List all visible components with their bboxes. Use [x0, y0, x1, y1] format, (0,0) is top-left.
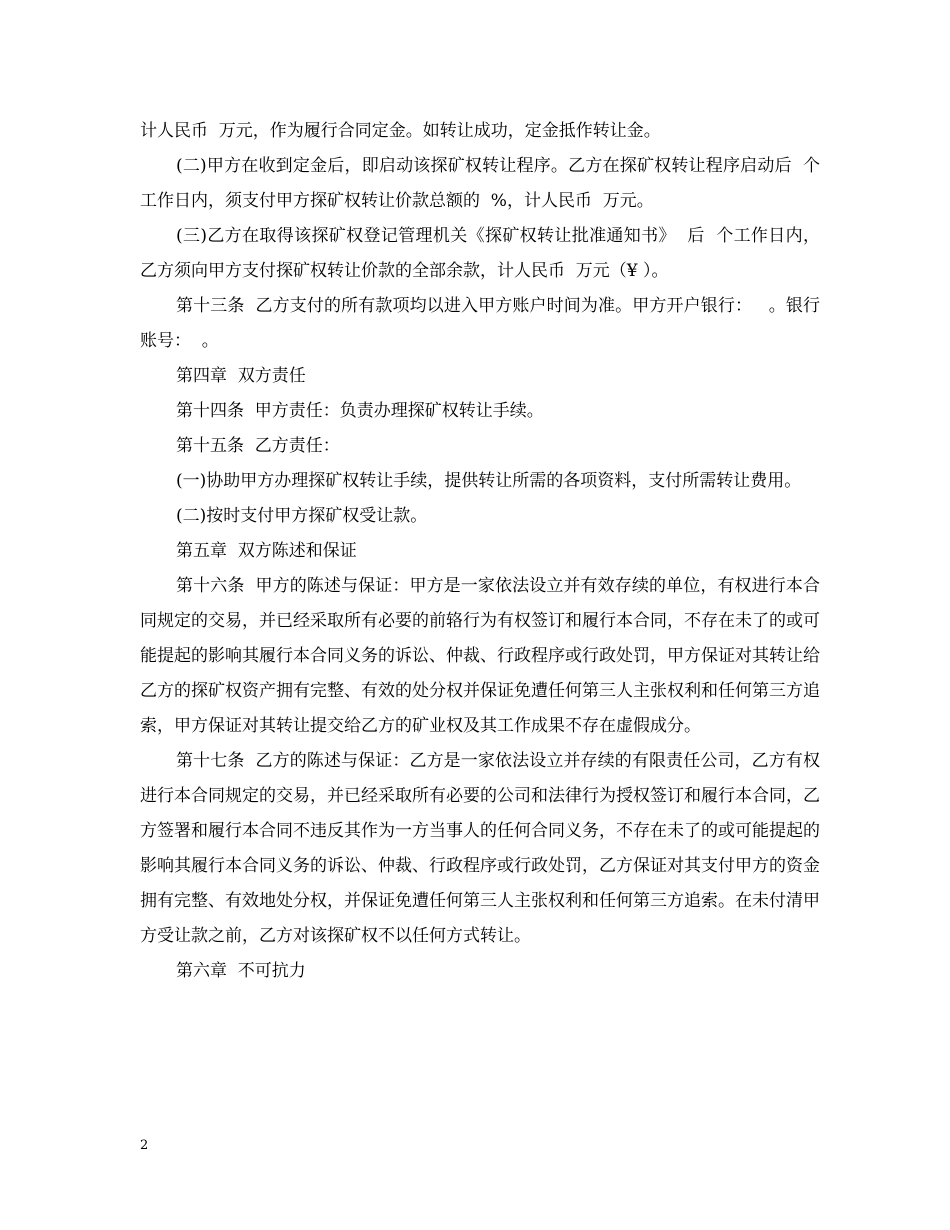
paragraph-item-3-balance-payment: (三)乙方在取得该探矿权登记管理机关《探矿权转让批准通知书》 后 个工作日内，乙方须向甲方支付探矿权转让价款的全部余款，计人民币 万元（¥ ）。 — [140, 226, 820, 281]
chapter-4-heading: 第四章 双方责任 — [176, 366, 306, 386]
chapter-6-heading: 第六章 不可抗力 — [176, 961, 306, 981]
paragraph-item-2-transfer-start: (二)甲方在收到定金后，即启动该探矿权转让程序。乙方在探矿权转让程序启动后 个工作日内，须支付甲方探矿权转让价款总额的 %，计人民币 万元。 — [140, 156, 820, 211]
paragraph-article-13: 第十三条 乙方支付的所有款项均以进入甲方账户时间为准。甲方开户银行： 。银行账号： 。 — [140, 296, 820, 351]
chapter-5-heading: 第五章 双方陈述和保证 — [176, 541, 357, 561]
paragraph-deposit-amount: 计人民币 万元，作为履行合同定金。如转让成功，定金抵作转让金。 — [140, 121, 661, 141]
page-number: 2 — [140, 1138, 149, 1153]
document-body — [140, 114, 820, 989]
paragraph-article-16: 第十六条 甲方的陈述与保证：甲方是一家依法设立并有效存续的单位，有权进行本合同规定的交易，并已经采取所有必要的前辂行为有权签订和履行本合同，不存在未了的或可能提起的影响其履行本合同义务的诉讼、仲裁、行政程序或行政处罚，甲方保证对其转让给乙方的探矿权资产拥有完整、有效的处分权并保证免遭任何第三人主张权利和任何第三方追索，甲方保证对其转让提交给乙方的矿业权及其工作成果不存在虚假成分。 — [140, 576, 820, 736]
paragraph-article-17: 第十七条 乙方的陈述与保证：乙方是一家依法设立并存续的有限责任公司，乙方有权进行本合同规定的交易，并已经采取所有必要的公司和法律行为授权签订和履行本合同，乙方签署和履行本合同不违反其作为一方当事人的任何合同义务，不存在未了的或可能提起的影响其履行本合同义务的诉讼、仲裁、行政程序或行政处罚，乙方保证对其支付甲方的资金拥有完整、有效地处分权，并保证免遭任何第三人主张权利和任何第三方追索。在未付清甲方受让款之前，乙方对该探矿权不以任何方式转让。 — [140, 751, 820, 946]
paragraph-article-14: 第十四条 甲方责任：负责办理探矿权转让手续。 — [176, 401, 544, 421]
paragraph-article-15-item-1: (一)协助甲方办理探矿权转让手续，提供转让所需的各项资料，支付所需转让费用。 — [176, 471, 802, 491]
paragraph-article-15-item-2: (二)按时支付甲方探矿权受让款。 — [176, 506, 428, 526]
paragraph-article-15: 第十五条 乙方责任： — [176, 436, 340, 456]
